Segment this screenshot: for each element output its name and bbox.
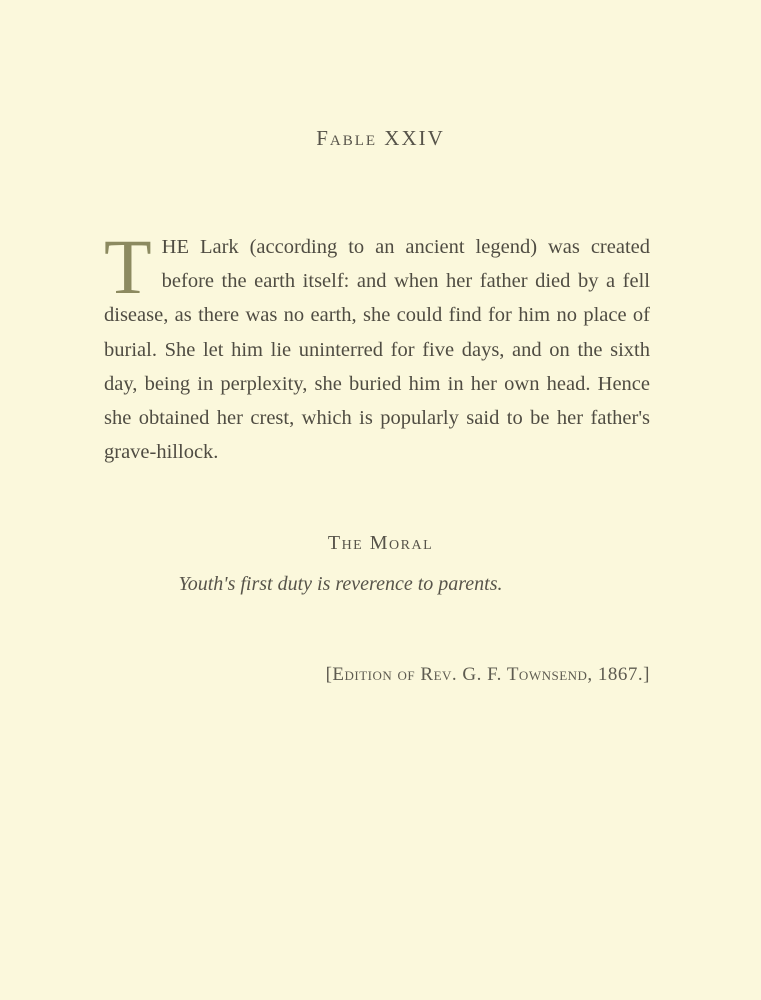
fable-body [104,223,650,469]
fable-title: Fable XXIV [316,126,445,150]
moral-text: Youth's first duty is reverence to parents. [178,573,503,595]
moral-heading: The Moral [327,532,434,554]
drop-cap-letter: T [104,223,152,310]
edition-note: [Edition of Rev. G. F. Townsend, 1867.] [325,664,650,685]
fable-text: HE Lark (according to an ancient legend) was created before the earth itself: and when her father died by a fell disease, as there was no earth, she could find for him no place of burial. She let him lie uninterred for five days, and on the sixth day, being in perplexity, she buried him in her own head. Hence she obtained her crest, which is popularly said to be her father's grave-hillock. [104,236,650,464]
